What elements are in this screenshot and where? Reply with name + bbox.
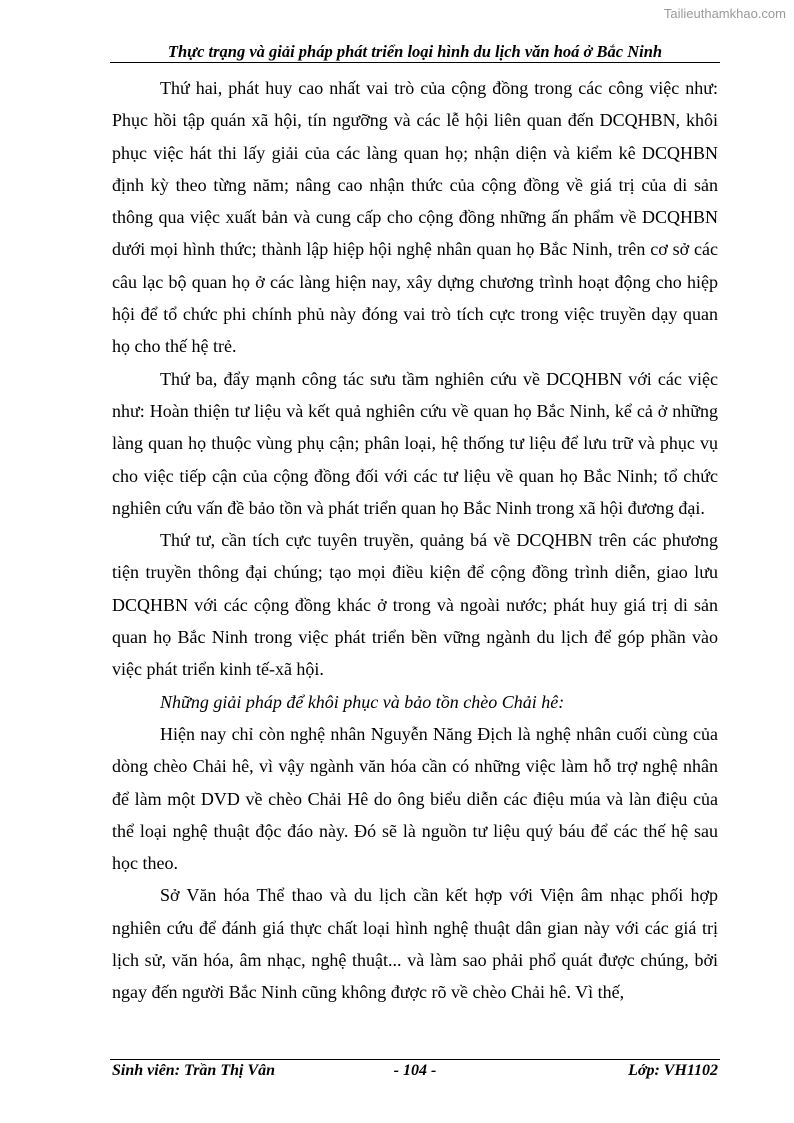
document-body bbox=[112, 72, 718, 1009]
paragraph: Hiện nay chỉ còn nghệ nhân Nguyễn Năng Địch là nghệ nhân cuối cùng của dòng chèo Chải hê, vì vậy ngành văn hóa cần có những việc làm hỗ trợ nghệ nhân để làm một DVD về chèo Chải Hê do ông biểu diễn các điệu múa và làn điệu của thể loại nghệ thuật độc đáo này. Đó sẽ là nguồn tư liệu quý báu để các thế hệ sau học theo. bbox=[112, 723, 718, 874]
watermark: Tailieuthamkhao.com bbox=[663, 6, 786, 21]
footer-page-number: - 104 - bbox=[393, 1062, 437, 1079]
paragraph: Thứ hai, phát huy cao nhất vai trò của cộng đồng trong các công việc như: Phục hồi tập quán xã hội, tín ngưỡng và các lễ hội liên quan đến DCQHBN, khôi phục việc hát thi lấy giải của các làng quan họ; nhận diện và kiểm kê DCQHBN định kỳ theo từng năm; nâng cao nhận thức của cộng đồng về giá trị của di sản thông qua việc xuất bản và cung cấp cho cộng đồng những ấn phẩm về DCQHBN dưới mọi hình thức; thành lập hiệp hội nghệ nhân quan họ Bắc Ninh, trên cơ sở các câu lạc bộ quan họ ở các làng hiện nay, xây dựng chương trình hoạt động cho hiệp hội để tổ chức phi chính phủ này đóng vai trò tích cực trong việc truyền dạy quan họ cho thế hệ trẻ. bbox=[112, 78, 718, 357]
page-footer bbox=[112, 1062, 718, 1084]
page-header-title: Thực trạng và giải pháp phát triển loại hình du lịch văn hoá ở Bắc Ninh bbox=[167, 42, 663, 61]
paragraph: Thứ ba, đẩy mạnh công tác sưu tầm nghiên cứu về DCQHBN với các việc như: Hoàn thiện tư liệu và kết quả nghiên cứu về quan họ Bắc Ninh, kể cả ở những làng quan họ thuộc vùng phụ cận; phân loại, hệ thống tư liệu để lưu trữ và phục vụ cho việc tiếp cận của cộng đồng đối với các tư liệu về quan họ Bắc Ninh; tổ chức nghiên cứu vấn đề bảo tồn và phát triển quan họ Bắc Ninh trong xã hội đương đại. bbox=[112, 368, 718, 518]
section-subheading: Những giải pháp để khôi phục và bảo tồn chèo Chải hê: bbox=[160, 691, 565, 712]
paragraph: Thứ tư, cần tích cực tuyên truyền, quảng bá về DCQHBN trên các phương tiện truyền thông đại chúng; tạo mọi điều kiện để cộng đồng trình diễn, giao lưu DCQHBN với các cộng đồng khác ở trong và ngoài nước; phát huy giá trị di sản quan họ Bắc Ninh trong việc phát triển bền vững ngành du lịch để góp phần vào việc phát triển kinh tế-xã hội. bbox=[112, 530, 718, 680]
footer-class-code: Lớp: VH1102 bbox=[628, 1062, 718, 1079]
header-divider bbox=[110, 62, 720, 63]
footer-student-name: Sinh viên: Trần Thị Vân bbox=[112, 1062, 276, 1079]
paragraph: Sở Văn hóa Thể thao và du lịch cần kết hợp với Viện âm nhạc phối hợp nghiên cứu để đánh giá thực chất loại hình nghệ thuật dân gian này với các giá trị lịch sử, văn hóa, âm nhạc, nghệ thuật... và làm sao phải phổ quát được chúng, bởi ngay đến người Bắc Ninh cũng không được rõ về chèo Chải hê. Vì thế, bbox=[112, 885, 718, 1003]
footer-divider bbox=[110, 1059, 720, 1060]
